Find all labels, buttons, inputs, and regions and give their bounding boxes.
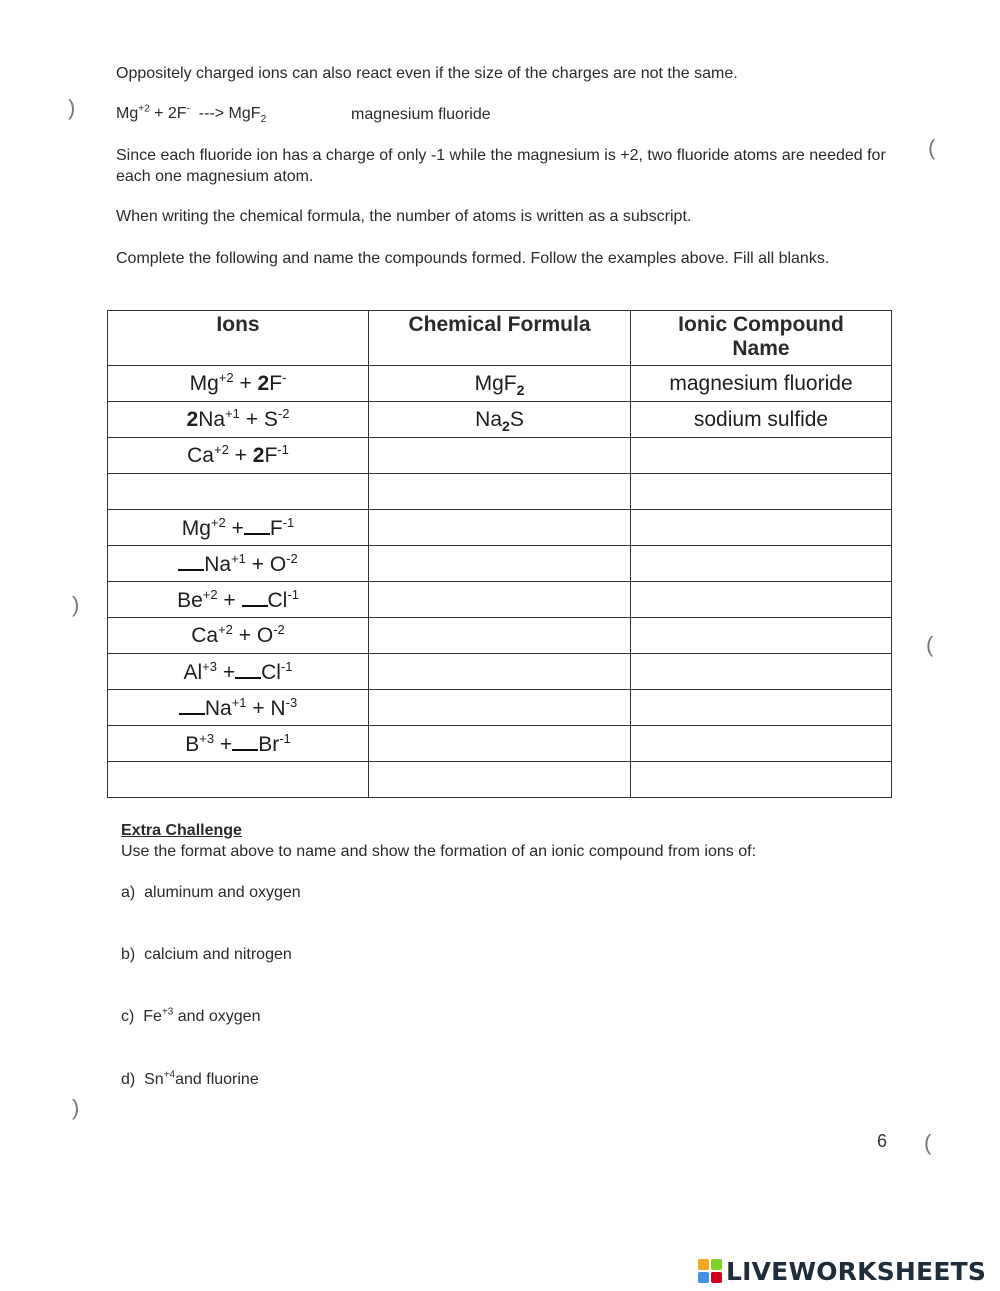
blank-line[interactable] (242, 587, 268, 607)
table-header-row (108, 311, 892, 366)
coefficient: 2 (186, 407, 199, 431)
challenge-item-d: d) $Sn^{+4}and$ fluorine (121, 1069, 259, 1088)
ion-text: + S (239, 407, 278, 431)
ion-text: Na (198, 407, 226, 431)
ions-cell[interactable] (108, 762, 369, 798)
formula-subscript: 2 (516, 381, 525, 398)
ions-cell[interactable] (108, 690, 369, 726)
ions-cell[interactable] (108, 654, 369, 690)
formula-cell[interactable] (369, 510, 631, 546)
logo-text: LIVEWORKSHEETS (726, 1256, 987, 1286)
ion-text: + N (246, 696, 286, 720)
subscript-paragraph: When writing the chemical formula, the number of atoms is written as a subscript. (116, 208, 692, 225)
charge: -1 (280, 658, 293, 674)
table-row (108, 654, 892, 690)
charge: - (282, 369, 287, 385)
formula-cell[interactable] (369, 726, 631, 762)
formula-cell[interactable] (369, 366, 631, 402)
ionic-compounds-table (107, 310, 892, 798)
formula-cell[interactable] (369, 762, 631, 798)
table-row (108, 366, 892, 402)
compound-name-cell[interactable] (631, 762, 892, 798)
header-chemical-formula: Chemical Formula (369, 311, 631, 366)
formula-cell[interactable] (369, 690, 631, 726)
table-row (108, 546, 892, 582)
formula-cell[interactable] (369, 654, 631, 690)
compound-name-cell[interactable] (631, 474, 892, 510)
table-row (108, 474, 892, 510)
ions-cell[interactable] (108, 402, 369, 438)
hole-mark-icon: ) (68, 95, 76, 120)
formula-cell[interactable] (369, 546, 631, 582)
ion-text: + O (245, 552, 287, 576)
charge: +2 (218, 369, 234, 385)
charge: -1 (279, 730, 291, 746)
ion-text: Ca (187, 443, 214, 467)
blank-line[interactable] (232, 731, 258, 751)
charge: +2 (202, 586, 218, 602)
instructions-paragraph: Complete the following and name the compounds formed. Follow the examples above. Fill all blanks. (116, 250, 830, 267)
ion-text: Na (204, 552, 232, 576)
formula-cell[interactable] (369, 402, 631, 438)
compound-name-cell[interactable] (631, 618, 892, 654)
blank-line[interactable] (235, 659, 261, 679)
compound-name-cell[interactable] (631, 546, 892, 582)
hole-mark-icon: ( (924, 1130, 932, 1155)
charge: +3 (199, 730, 215, 746)
ions-cell[interactable] (108, 582, 369, 618)
formula-subscript: 2 (502, 417, 510, 434)
compound-name-cell[interactable] (631, 726, 892, 762)
hole-mark-icon: ) (72, 1095, 80, 1120)
compound-name-cell[interactable] (631, 510, 892, 546)
ion-text: + (225, 516, 244, 540)
table-row (108, 690, 892, 726)
ions-cell[interactable] (108, 366, 369, 402)
ion-text: + (217, 588, 242, 612)
page-number: 6 (877, 1131, 888, 1151)
ion-text: + (217, 660, 236, 684)
coefficient: 2 (257, 371, 270, 395)
charge: -3 (285, 694, 298, 710)
header-compound-name: Ionic Compound Name (631, 311, 892, 366)
charge: +2 (210, 514, 226, 530)
ion-text: + (233, 371, 258, 395)
compound-name-cell[interactable]: magnesium fluoride (631, 366, 892, 402)
table-row (108, 438, 892, 474)
liveworksheets-logo (698, 1256, 986, 1286)
table-row (108, 726, 892, 762)
charge: +1 (225, 405, 240, 421)
explanation-paragraph: Since each fluoride ion has a charge of only -1 while the magnesium is +2, two fluoride atoms are needed for each one magnesium atom. (116, 147, 886, 185)
compound-name-cell[interactable] (631, 582, 892, 618)
compound-name-cell[interactable] (631, 654, 892, 690)
formula-tail: S (509, 407, 524, 431)
hole-mark-icon: ( (928, 135, 936, 160)
ion-text: Cl (261, 660, 281, 684)
ion-text: Br (258, 732, 280, 756)
extra-challenge-instruction: Use the format above to name and show the formation of an ionic compound from ions of: (121, 843, 757, 860)
ion-text: F (269, 371, 283, 395)
table-row (108, 762, 892, 798)
charge: -2 (277, 405, 290, 421)
charge: -1 (282, 514, 295, 530)
ion-text: Cl (267, 588, 288, 612)
formula-text: Na (475, 407, 503, 431)
blank-line[interactable] (244, 515, 270, 535)
ion-text: + (214, 732, 233, 756)
ions-cell[interactable] (108, 618, 369, 654)
ions-cell[interactable] (108, 510, 369, 546)
ion-text: Al (183, 660, 203, 684)
ions-cell[interactable] (108, 546, 369, 582)
charge: +1 (231, 550, 246, 566)
ion-text: Be (177, 588, 203, 612)
ion-text: + (228, 443, 253, 467)
formula-cell[interactable] (369, 618, 631, 654)
ion-text: Na (204, 696, 232, 720)
charge: -2 (286, 550, 298, 566)
example-equation: $Mg^{+2} + 2F^-$ ---> MgF$_2$ (116, 103, 267, 126)
ion-text: Ca (191, 623, 219, 647)
challenge-item-c: c) $Fe^{+3}$ and oxygen (121, 1006, 261, 1025)
formula-cell[interactable] (369, 582, 631, 618)
table-row (108, 582, 892, 618)
challenge-item-a: a) aluminum and oxygen (121, 884, 301, 901)
charge: -1 (277, 441, 289, 457)
hole-mark-icon: ( (926, 632, 934, 657)
charge: +2 (214, 441, 229, 457)
ion-text: F (269, 516, 283, 540)
hole-mark-icon: ) (72, 592, 80, 617)
extra-challenge-heading: Extra Challenge (121, 822, 242, 839)
ion-text: + O (232, 623, 274, 647)
formula-cell[interactable] (369, 438, 631, 474)
charge: +1 (231, 694, 247, 710)
logo-grid-icon (698, 1259, 722, 1283)
challenge-item-b: b) calcium and nitrogen (121, 946, 292, 963)
formula-cell[interactable] (369, 474, 631, 510)
charge: -1 (287, 586, 299, 602)
ion-text: Mg (181, 516, 211, 540)
formula-text: MgF (474, 371, 517, 395)
coefficient: 2 (252, 443, 265, 467)
header-ions: Ions (108, 311, 369, 366)
table-row (108, 618, 892, 654)
compound-name-cell[interactable]: sodium sulfide (631, 402, 892, 438)
example-name: magnesium fluoride (351, 106, 491, 123)
ion-text: F (264, 443, 278, 467)
intro-line: Oppositely charged ions can also react even if the size of the charges are not the same. (116, 65, 738, 82)
ions-cell[interactable] (108, 726, 369, 762)
blank-line[interactable] (179, 695, 205, 715)
charge: -2 (273, 621, 285, 637)
compound-name-cell[interactable] (631, 690, 892, 726)
ion-text: B (185, 732, 200, 756)
ions-cell[interactable] (108, 474, 369, 510)
blank-line[interactable] (178, 551, 204, 571)
compound-name-cell[interactable] (631, 438, 892, 474)
table-row (108, 510, 892, 546)
table-row (108, 402, 892, 438)
ions-cell[interactable] (108, 438, 369, 474)
charge: +2 (218, 621, 233, 637)
ion-text: Mg (189, 371, 219, 395)
charge: +3 (202, 658, 217, 674)
